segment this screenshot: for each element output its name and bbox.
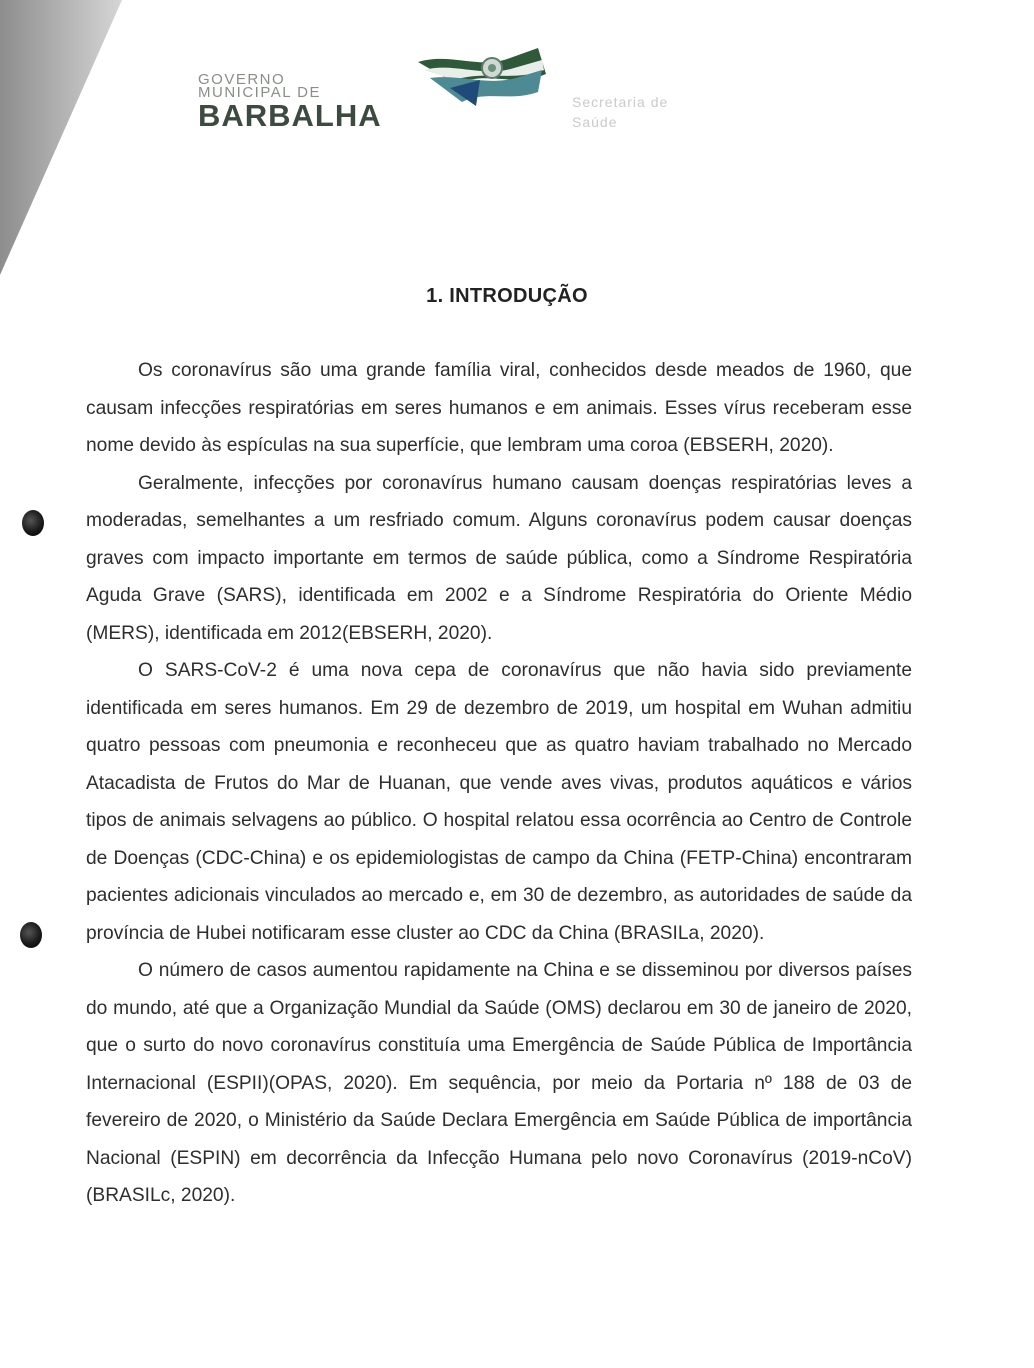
- paragraph: O número de casos aumentou rapidamente na China e se disseminou por diversos países do mundo, até que a Organização Mundial da Saúde (OMS) declarou em 30 de janeiro de 2020, que o surto do novo coronavírus constituía uma Emergência de Saúde Pública de Importância Internacional (ESPII)(OPAS, 2020). Em sequência, por meio da Portaria nº 188 de 03 de fevereiro de 2020, o Ministério da Saúde Declara Emergência em Saúde Pública de importância Nacional (ESPIN) em decorrência da Infecção Humana pelo novo Coronavírus (2019-nCoV) (BRASILc, 2020).: [86, 960, 912, 1206]
- letterhead: [198, 40, 758, 140]
- punch-hole-top: [22, 510, 44, 536]
- department-line-2: Saúde: [572, 114, 618, 130]
- department-label: [572, 92, 668, 132]
- section-title: 1. INTRODUÇÃO: [426, 285, 588, 307]
- punch-hole-bottom: [20, 922, 42, 948]
- government-label: GOVERNO: [198, 71, 286, 88]
- municipal-flag-logo: [410, 40, 550, 110]
- scan-edge-shadow: [0, 0, 130, 280]
- paragraph: Os coronavírus são uma grande família viral, conhecidos desde meados de 1960, que causam infecções respiratórias em seres humanos e em animais. Esses vírus receberam esse nome devido às espículas na sua superfície, que lembram uma coroa (EBSERH, 2020).: [86, 360, 912, 456]
- paragraph: O SARS-CoV-2 é uma nova cepa de coronavírus que não havia sido previamente identificada em seres humanos. Em 29 de dezembro de 2019, um hospital em Wuhan admitiu quatro pessoas com pneumonia e reconheceu que as quatro haviam trabalhado no Mercado Atacadista de Frutos do Mar de Huanan, que vende aves vivas, produtos aquáticos e vários tipos de animais selvagens ao público. O hospital relatou essa ocorrência ao Centro de Controle de Doenças (CDC-China) e os epidemiologistas de campo da China (FETP-China) encontraram pacientes adicionais vinculados ao mercado e, em 30 de dezembro, as autoridades de saúde da província de Hubei notificaram esse cluster ao CDC da China (BRASILa, 2020).: [86, 660, 912, 944]
- paragraph: Geralmente, infecções por coronavírus humano causam doenças respiratórias leves a moderadas, semelhantes a um resfriado comum. Alguns coronavírus podem causar doenças graves com impacto importante em termos de saúde pública, como a Síndrome Respiratória Aguda Grave (SARS), identificada em 2002 e a Síndrome Respiratória do Oriente Médio (MERS), identificada em 2012(EBSERH, 2020).: [86, 472, 912, 644]
- municipal-label: MUNICIPAL DE: [198, 84, 322, 101]
- body-text: [86, 352, 912, 1215]
- city-name: BARBALHA: [198, 98, 382, 133]
- department-line-1: Secretaria de: [572, 94, 669, 110]
